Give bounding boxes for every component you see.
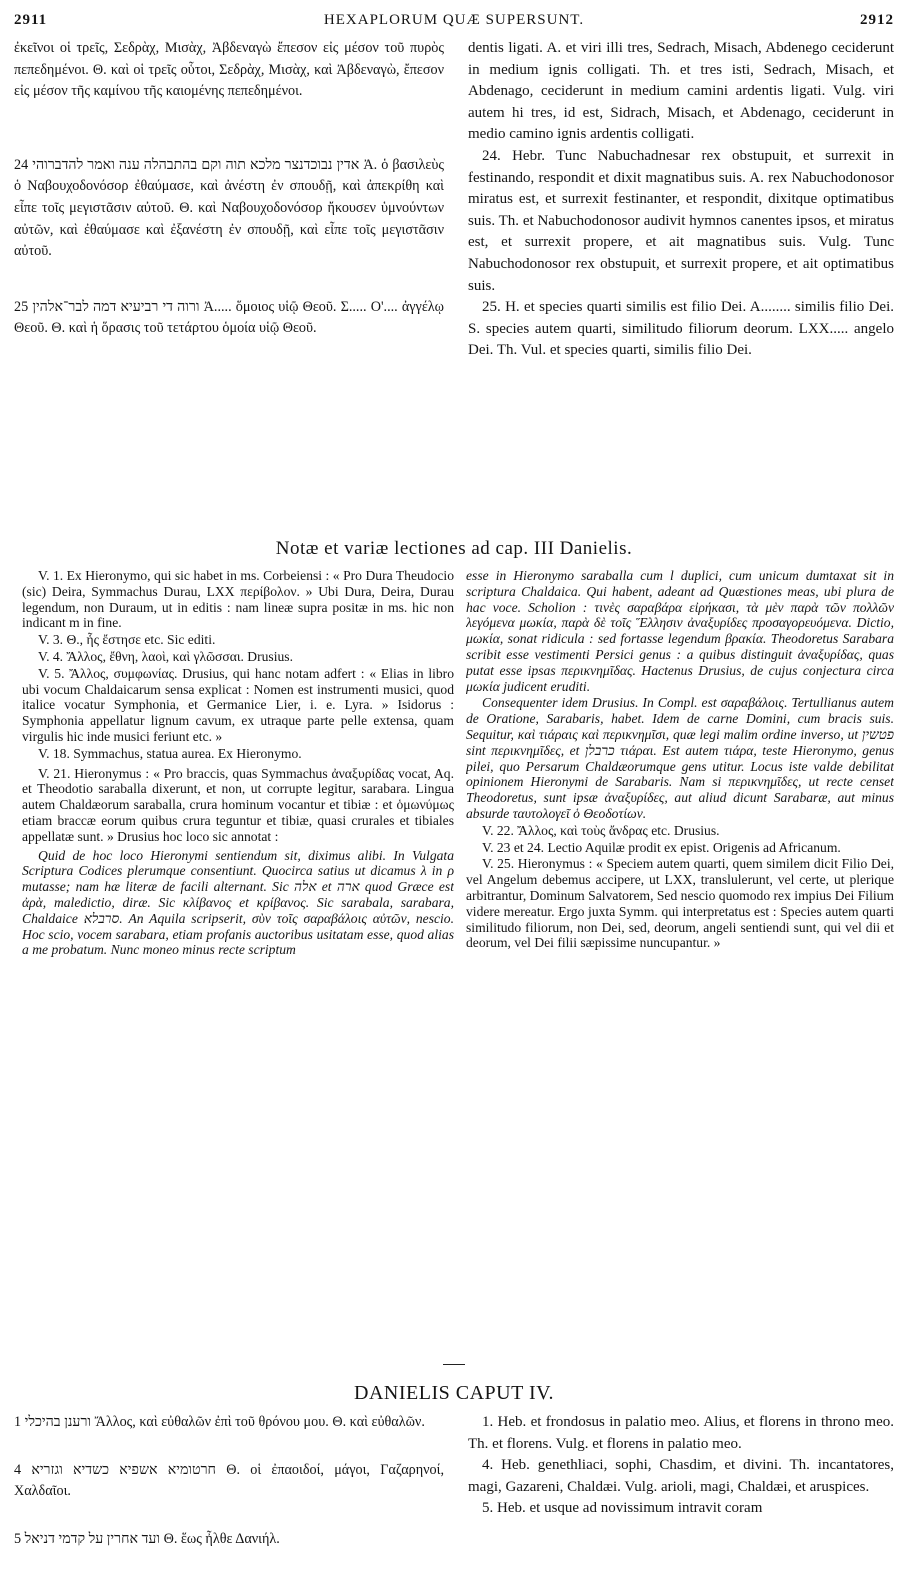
note-v25: V. 25. Hieronymus : « Speciem autem quarti, quem similem dicit Filio Dei, vel Angelum debemus accipere, ut LXX, translulerunt, vel certe, ut plerique arbitrantur, Dominum Salvatorem, Sed nescio quomodo rex impius Dei Filium videre mereatur. Ergo juxta Symm. qui interpretatus est : Species autem quarti similitudo filiorum, non Dei, sed, deorum, angeli sentiendi sunt, qui vel dii et deorum, vel Dei filii sæpissime nuncupantur. » [466, 856, 894, 951]
latin-passage-23: dentis ligati. A. et viri illi tres, Sedrach, Misach, Abdenego ceciderunt in medium ignis colligati. Th. et tres isti, Sedrach, Misach, et Abdenago, ceciderunt in medium camini ardentis ligati. Vulg. viri autem hi tres, id est, Sidrach, Misach, et Abdenago, ceciderunt in medio camino ignis ardentis colligati. [468, 40, 894, 143]
upper-right-column [468, 38, 894, 530]
running-header [14, 8, 894, 34]
latin-passage-25: 25. H. et species quarti similis est filio Dei. A........ similis filio Dei. S. species autem quarti, similitudo filiorum deorum. LXX..... angelo Dei. Th. Vul. et species quarti, similis filio Dei. [468, 299, 894, 359]
latin-ch4-v5: 5. Heb. et usque ad novissimum intravit coram [482, 1500, 763, 1517]
greek-ch4-v1: 1 ורענן בהיכלי Ἄλλος, καὶ εὐθαλῶν ἐπὶ τοῦ θρόνου μου. Θ. καὶ εὐθαλῶν. [14, 1414, 425, 1430]
page-number-left: 2911 [14, 12, 48, 28]
notes-right-column [466, 568, 894, 1353]
latin-ch4-v1: 1. Heb. et frondosus in palatio meo. Alius, et florens in throno meo. Th. et florens. Vulg. et florens in palatio meo. [468, 1414, 894, 1452]
note-v5: V. 5. Ἄλλος, συμφωνίας. Drusius, qui hanc notam adfert : « Elias in libro ubi vocum Chaldaicarum sensa explicat : Nomen est instrumenti musici, quod italice vocatur Symphonia, et Germanice Lier, i. e. Lyra. » Isidorus : Symphonia appellatur lignum cavum, ex utraque parte pelle extensa, quam virgulis hic inde musici feriunt etc. » [22, 665, 454, 744]
note-v18: V. 18. Symmachus, statua aurea. Ex Hieronymo. [38, 745, 302, 761]
lower-left-column [14, 1412, 444, 1572]
chapter-heading: DANIELIS CAPUT IV. [354, 1382, 554, 1404]
greek-ch4-v5: 5 ועד אחרין על קדמי דניאל Θ. ἕως ἦλθε Δανιήλ. [14, 1530, 280, 1547]
upper-left-column [14, 38, 444, 518]
note-v1: V. 1. Ex Hieronymo, qui sic habet in ms. Corbeiensi : « Pro Dura Theudocio (sic) Deira, Symmachus Durau, LXX περίβολον. » Ubi Dura, Deira, Durau legendum, non Duraum, ut in editis : nam lineæ supra positæ in ms. hic non indicant m in fine. [22, 568, 454, 631]
greek-passage-23: ἐκεῖνοι οἱ τρεῖς, Σεδρὰχ, Μισὰχ, Ἀβδεναγὼ ἔπεσον εἰς μέσον τοῦ πυρὸς πεπεδημένοι. Θ. καὶ οἱ τρεῖς οὗτοι, Σεδρὰχ, Μισὰχ, καὶ Ἀβδεναγὼ, ἔπεσον εἰς μέσον τῆς καμίνου τῆς καιομένης πεπεδημένοι. [14, 40, 444, 100]
note-v21-continued: esse in Hieronymo saraballa cum l duplici, cum unicum dumtaxat sit in scriptura Chaldaica. Qui habent, adeant ad Quæstiones meas, ubi plura de hac voce. Scholion : τινὲς σαραβάρα εἰρήκασι, τὰ μὲν παρὰ τῶν πολλῶν λεγόμενα μωκία, παρὰ δὲ τοῖς Ἕλλησιν ἀναξυρίδες προσαγορευόμενα. Dictio, μωκία, sonat ridicula : sed fortasse legendum βρακία. Theodoretus Sarabara scribit esse vestimenti Persici genus : a quibus distinguit ἀναξυρίδας, quas putat esse ipsas περικνημῖδας. Hactenus Drusius, de cujus conjectura circa μωκία judicent eruditi. [466, 568, 894, 694]
latin-passage-24: 24. Hebr. Tunc Nabuchadnesar rex obstupuit, et surrexit in festinando, respondit et dixit magnatibus suis. A. rex Nabuchodonosor miratus est, et surrexit festinanter, et respondit, dixitque optimatibus suis. Th. et Nabuchodonosor audivit hymnos canentes ipsos, et miratus est, et surrexit propere, et ait magnatibus suis. Vulg. Tunc Nabuchodonosor rex obstupuit, et surrexit propere, et ait optimatibus suis. [468, 147, 894, 294]
lower-right-column [468, 1412, 894, 1572]
notes-left-column [22, 568, 454, 1353]
notes-heading: Notæ et variæ lectiones ad cap. III Danielis. [275, 538, 633, 559]
greek-passage-25: 25 ורוה די רביעיא דמה לבר־אלהין Ἀ..... ὅμοιος υἱῷ Θεοῦ. Σ..... Ο'.... ἀγγέλῳ Θεοῦ. Θ. καὶ ἡ ὅρασις τοῦ τετάρτου ὁμοία υἱῷ Θεοῦ. [14, 298, 444, 337]
section-divider [443, 1364, 465, 1365]
page-number-right: 2912 [860, 12, 894, 28]
note-drusius-compl: Consequenter idem Drusius. In Compl. est σαραβάλοις. Tertullianus autem de Oratione, Sarabaris, habet. Idem de carne Domini, cum bracis suis. Sequitur, καὶ τιάραις καὶ περικνημῖσι, quæ legi malim ordine inverso, ut פטשין sint περικνημῖδες, et כרבלן τιάραι. Est autem τιάρα, teste Hieronymo, genus pilei, quo Persarum Chaldæorumque gens utitur. Locus iste valde debilitat opinionem Hieronymi de Sarabaris. Nam si περικνημῖδες, ut recte censet Theodoretus, sunt ipsæ ἀναξυρίδες, aut aliud dicunt Sarabaræ, aut minus absurde ταυτολογεῖ ὁ Θεοδοτίων. [466, 695, 894, 821]
note-v3: V. 3. Θ., ἧς ἔστησε etc. Sic editi. [38, 632, 216, 648]
note-v4: V. 4. Ἄλλος, ἔθνη, λαοὶ, καὶ γλῶσσαι. Drusius. [38, 648, 293, 664]
greek-ch4-v4: 4 חרטומיא אשפיא כשדיא וגזריא Θ. οἱ ἐπαοιδοί, μάγοι, Γαζαρηνοί, Χαλδαῖοι. [14, 1461, 444, 1500]
note-v21: V. 21. Hieronymus : « Pro braccis, quas Symmachus ἀναξυρίδας vocat, Aq. et Theodotio saraballa dixerunt, et non, ut corrupte legitur, sarabara. Lingua autem Chaldæorum saraballa, crura hominum vocantur et tibiæ : et ὁμωνύμως etiam braccæ eorum quibus crura teguntur et tibiæ, quasi crurales et tibiales appellatæ sunt. » Drusius hoc loco sic annotat : [22, 765, 454, 844]
running-title: HEXAPLORUM QUÆ SUPERSUNT. [323, 12, 585, 28]
latin-ch4-v4: 4. Heb. genethliaci, sophi, Chasdim, et divini. Th. incantatores, magi, Gazareni, Chaldæi. Vulg. arioli, magi, Chaldæi, et aruspices. [468, 1457, 894, 1495]
note-v22: V. 22. Ἄλλος, καὶ τοὺς ἄνδρας etc. Drusius. [482, 822, 720, 838]
greek-passage-24: 24 אדין נבוכדנצר מלכא תוה וקם בהתבהלה ענה ואמר להדברוהי Ἀ. ὁ βασιλεὺς ὁ Ναβουχοδονόσορ ἐθαύμασε, καὶ ἀνέστη ἐν σπουδῇ, καὶ ἀπεκρίθη καὶ εἶπε τοῖς μεγιστᾶσιν αὐτοῦ. Θ. καὶ Ναβουχοδονόσορ ἤκουσεν ὑμνούντων αὐτῶν, καὶ ἐθαύμασε καὶ ἐξανέστη ἐν σπουδῇ, καὶ εἶπε τοῖς μεγιστᾶσιν αὐτοῦ. [14, 156, 444, 260]
note-v23-24: V. 23 et 24. Lectio Aquilæ prodit ex epist. Origenis ad Africanum. [482, 839, 841, 855]
note-v21-quote: Quid de hoc loco Hieronymi sentiendum sit, diximus alibi. In Vulgata Scriptura Codices plerumque consentiunt. Quocirca satius ut dicamus λ in ρ mutasse; nam hæ literæ de facili alternant. Sic אלה et ארה quod Græce est ἀρὰ, maledictio, diræ. Sic κλίβανος et κρίβανος. Sic sarabala, sarabara, Chaldaice סרבלא. An Aquila scripserit, σὺν τοῖς σαραβάλοις αὐτῶν, nescio. Hoc scio, vocem sarabara, etiam profanis auctoribus usitatam esse, quod alias a me probatum. Nunc moneo minus recte scriptum [22, 847, 454, 958]
